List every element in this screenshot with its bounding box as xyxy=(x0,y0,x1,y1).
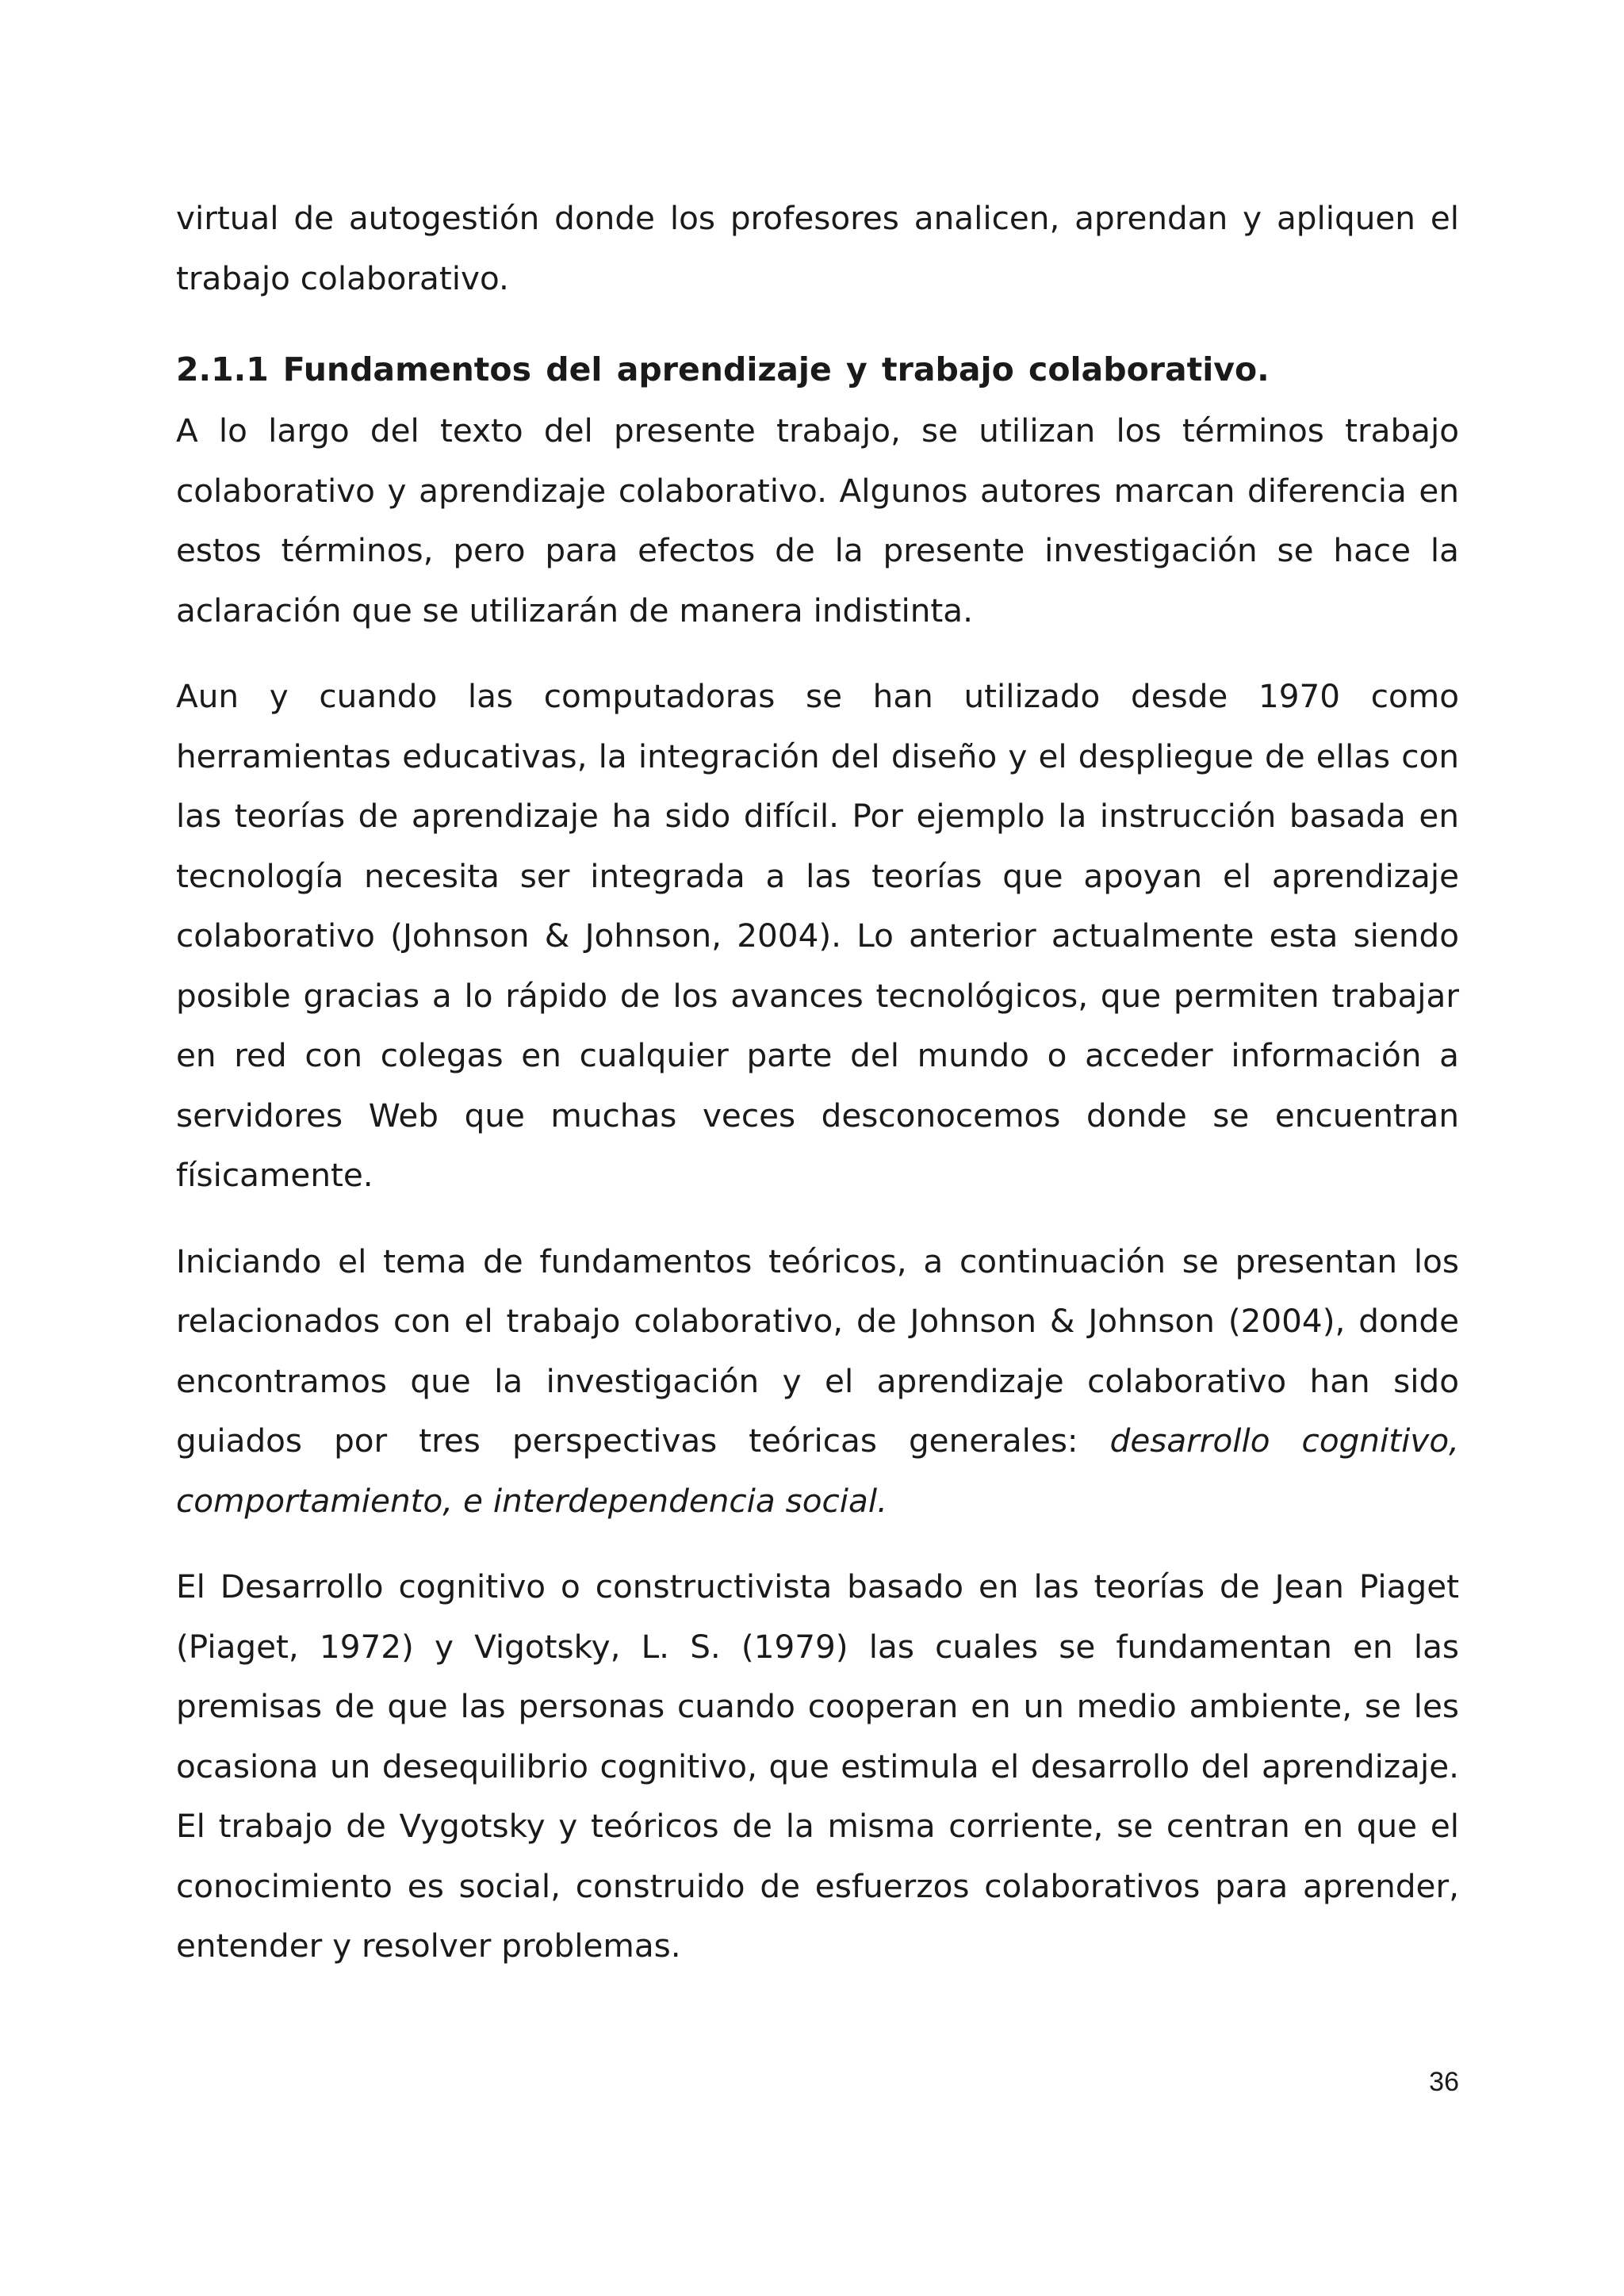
page-number: 36 xyxy=(1429,2067,1459,2097)
section-title: Fundamentos del aprendizaje y trabajo colaborativo. xyxy=(282,350,1270,388)
paragraph-cognitive-development: El Desarrollo cognitivo o constructivista basado en las teorías de Jean Piaget (Piaget, 1972) y Vigotsky, L. S. (1979) las cuales se fundamentan en las premisas de que las personas cuando cooperan en un medio ambiente, se les ocasiona un desequilibrio cognitivo, que estimula el desarrollo del aprendizaje. El trabajo de Vygotsky y teóricos de la misma corriente, se centran en que el conocimiento es social, construido de esfuerzos colaborativos para aprender, entender y resolver problemas. xyxy=(176,1567,1459,1965)
paragraph-theoretical-text: Iniciando el tema de fundamentos teóricos, a continuación se presentan los relacionados con el trabajo colaborativo, de Johnson & Johnson (2004), donde encontramos que la investigación y el aprendizaje colaborativo han sido guiados por tres perspectivas teóricas generales: xyxy=(176,1242,1459,1460)
section-number: 2.1.1 xyxy=(176,350,269,388)
document-page xyxy=(176,189,1459,1976)
paragraph-theoretical-foundations xyxy=(176,1232,1459,1532)
paragraph-theoretical-perspectives: desarrollo cognitivo, comportamiento, e interdependencia social. xyxy=(176,1422,1459,1520)
paragraph-intro-continuation: virtual de autogestión donde los profesores analicen, aprendan y apliquen el trabajo colaborativo. xyxy=(176,199,1459,297)
paragraph-terms: A lo largo del texto del presente trabajo, se utilizan los términos trabajo colaborativo y aprendizaje colaborativo. Algunos autores marcan diferencia en estos términos, pero para efectos de la presente investigación se hace la aclaración que se utilizarán de manera indistinta. xyxy=(176,411,1459,629)
paragraph-computers: Aun y cuando las computadoras se han utilizado desde 1970 como herramientas educativas, la integración del diseño y el despliegue de ellas con las teorías de aprendizaje ha sido difícil. Por ejemplo la instrucción basada en tecnología necesita ser integrada a las teorías que apoyan el aprendizaje colaborativo (Johnson & Johnson, 2004). Lo anterior actualmente esta siendo posible gracias a lo rápido de los avances tecnológicos, que permiten trabajar en red con colegas en cualquier parte del mundo o acceder información a servidores Web que muchas veces desconocemos donde se encuentran físicamente. xyxy=(176,677,1459,1194)
section-heading xyxy=(176,340,1459,400)
